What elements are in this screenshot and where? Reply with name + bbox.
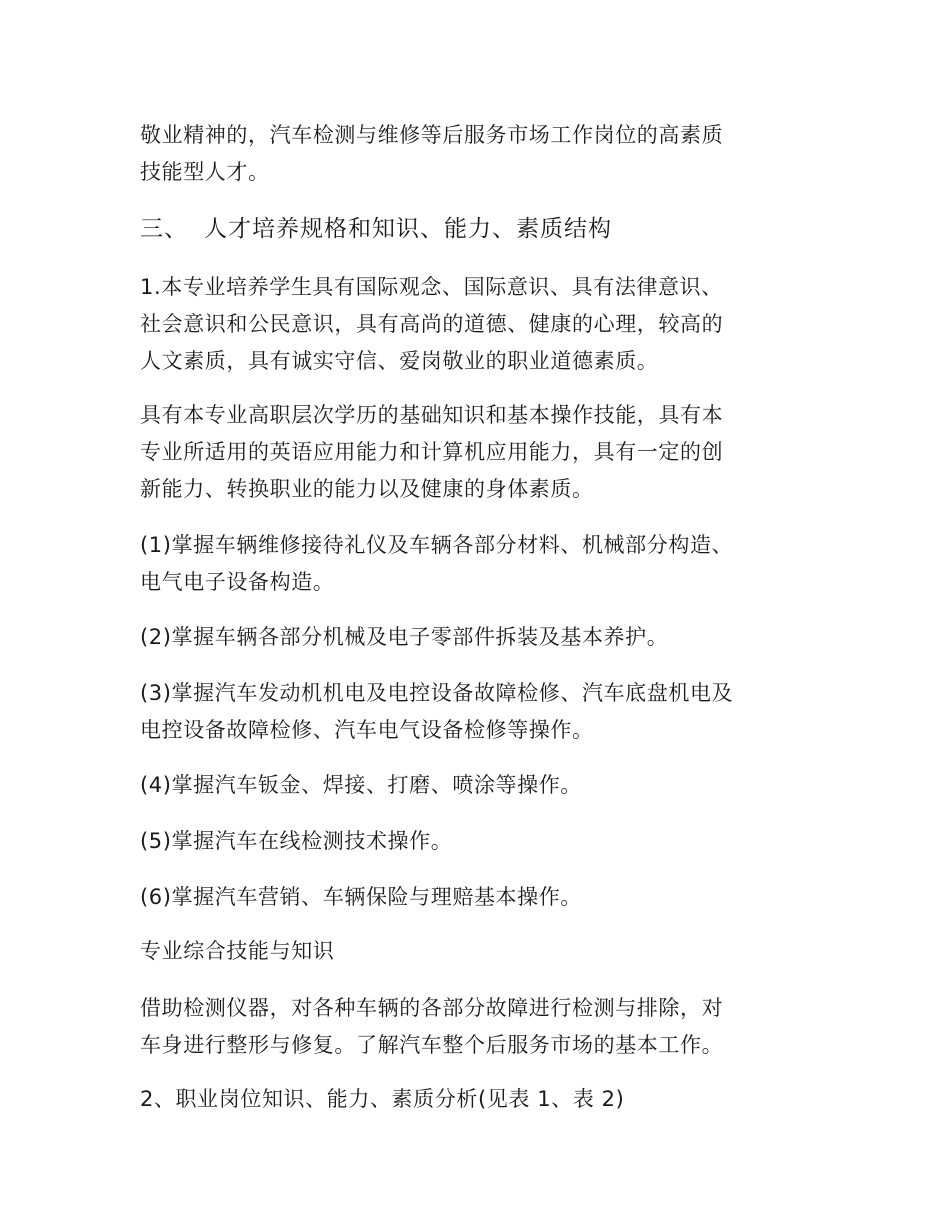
item-6-paragraph	[140, 879, 820, 916]
point-1-line-2: 社会意识和公民意识，具有高尚的道德、健康的心理，较高的	[140, 312, 724, 336]
skills-line-1: 借助检测仪器，对各种车辆的各部分故障进行检测与排除，对	[140, 996, 724, 1020]
skills-paragraph	[140, 990, 820, 1064]
section-number: 三、	[140, 216, 188, 242]
item-2-paragraph	[140, 619, 820, 656]
item-6-line: (6)掌握汽车营销、车辆保险与理赔基本操作。	[140, 885, 582, 909]
point-1-line-3: 人文素质，具有诚实守信、爱岗敬业的职业道德素质。	[140, 349, 659, 373]
point-1-line-1: 1.本专业培养学生具有国际观念、国际意识、具有法律意识、	[140, 275, 723, 299]
item-5-paragraph	[140, 823, 820, 860]
item-3-paragraph	[140, 675, 820, 749]
skills-heading	[140, 933, 820, 970]
item-2-line: (2)掌握车辆各部分机械及电子零部件拆装及基本养护。	[140, 625, 669, 649]
item-1-line-2: 电气电子设备构造。	[140, 570, 335, 594]
item-3-line-2: 电控设备故障检修、汽车电气设备检修等操作。	[140, 718, 594, 742]
knowledge-line-2: 专业所适用的英语应用能力和计算机应用能力，具有一定的创	[140, 440, 724, 464]
skills-heading-text: 专业综合技能与知识	[140, 939, 335, 963]
intro-paragraph	[140, 117, 820, 191]
item-4-line: (4)掌握汽车钣金、焊接、打磨、喷涂等操作。	[140, 773, 582, 797]
knowledge-paragraph	[140, 397, 820, 508]
item-5-line: (5)掌握汽车在线检测技术操作。	[140, 829, 453, 853]
intro-line-1: 敬业精神的，汽车检测与维修等后服务市场工作岗位的高素质	[140, 123, 724, 147]
point-1-paragraph	[140, 269, 820, 380]
section-title: 人才培养规格和知识、能力、素质结构	[204, 216, 612, 242]
item-3-line-1: (3)掌握汽车发动机机电及电控设备故障检修、汽车底盘机电及	[140, 681, 734, 705]
item-1-paragraph	[140, 527, 820, 601]
intro-line-2: 技能型人才。	[140, 160, 270, 184]
item-1-line-1: (1)掌握车辆维修接待礼仪及车辆各部分材料、机械部分构造、	[140, 533, 734, 557]
point-2-line: 2、职业岗位知识、能力、素质分析(见表 1、表 2)	[140, 1087, 625, 1111]
point-2-paragraph	[140, 1081, 820, 1118]
item-4-paragraph	[140, 767, 820, 804]
section-heading	[140, 211, 820, 248]
knowledge-line-3: 新能力、转换职业的能力以及健康的身体素质。	[140, 477, 594, 501]
skills-line-2: 车身进行整形与修复。了解汽车整个后服务市场的基本工作。	[140, 1033, 724, 1057]
knowledge-line-1: 具有本专业高职层次学历的基础知识和基本操作技能，具有本	[140, 403, 724, 427]
